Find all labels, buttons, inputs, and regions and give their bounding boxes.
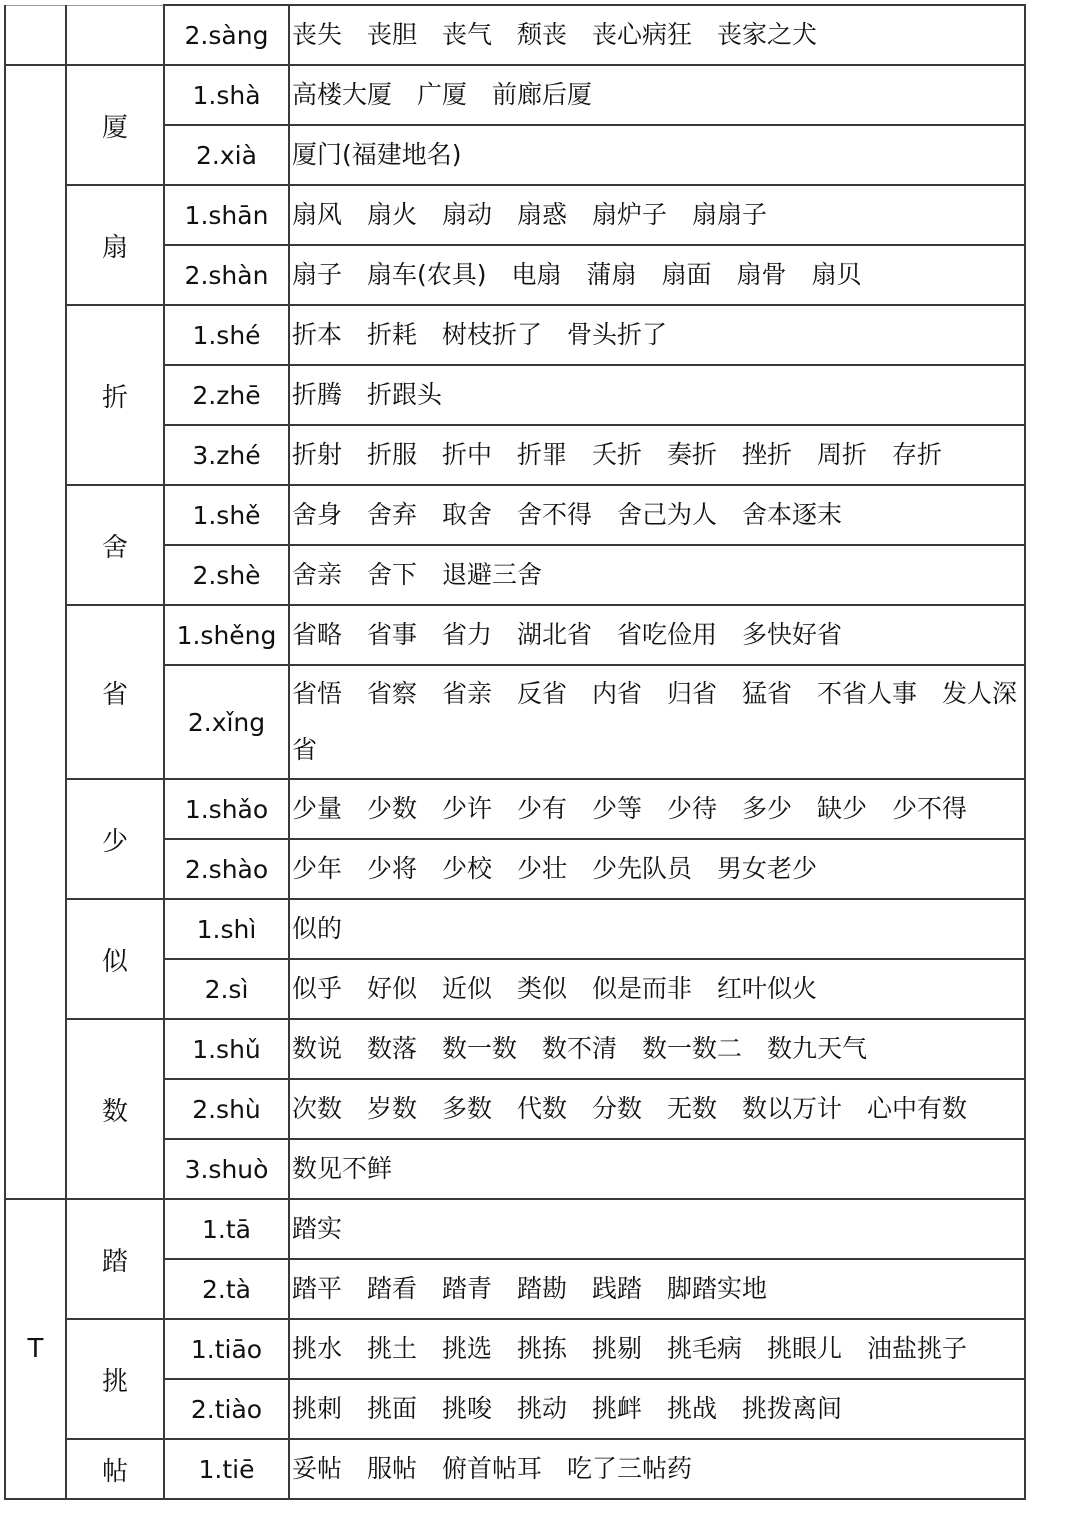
- polyphonic-table: [4, 4, 1026, 1500]
- character-cell: 折: [66, 305, 164, 485]
- table-row: [5, 305, 1025, 365]
- pinyin-cell: 2.shè: [164, 545, 289, 605]
- pinyin-cell: 1.tiē: [164, 1439, 289, 1499]
- pinyin-cell: 2.tiào: [164, 1379, 289, 1439]
- pinyin-cell: 3.shuò: [164, 1139, 289, 1199]
- pinyin-cell: 2.shàn: [164, 245, 289, 305]
- polyphonic-table-body: [5, 5, 1025, 1499]
- example-words-cell: 舍身 舍弃 取舍 舍不得 舍己为人 舍本逐末: [289, 485, 1025, 545]
- table-row: [5, 185, 1025, 245]
- pinyin-cell: 2.shù: [164, 1079, 289, 1139]
- character-cell: 扇: [66, 185, 164, 305]
- example-words-cell: 省略 省事 省力 湖北省 省吃俭用 多快好省: [289, 605, 1025, 665]
- example-words-cell: 妥帖 服帖 俯首帖耳 吃了三帖药: [289, 1439, 1025, 1499]
- table-row: [5, 899, 1025, 959]
- pinyin-cell: 2.sàng: [164, 5, 289, 65]
- initial-letter-cell: T: [5, 1199, 66, 1499]
- example-words-cell: 数说 数落 数一数 数不清 数一数二 数九天气: [289, 1019, 1025, 1079]
- pinyin-cell: 3.zhé: [164, 425, 289, 485]
- pinyin-cell: 1.shì: [164, 899, 289, 959]
- example-words-cell: 挑水 挑土 挑选 挑拣 挑剔 挑毛病 挑眼儿 油盐挑子: [289, 1319, 1025, 1379]
- pinyin-cell: 2.tà: [164, 1259, 289, 1319]
- character-cell: [66, 5, 164, 65]
- example-words-cell: 少量 少数 少许 少有 少等 少待 多少 缺少 少不得: [289, 779, 1025, 839]
- character-cell: 厦: [66, 65, 164, 185]
- example-words-cell: 厦门(福建地名): [289, 125, 1025, 185]
- table-row: [5, 5, 1025, 65]
- example-words-cell: 丧失 丧胆 丧气 颓丧 丧心病狂 丧家之犬: [289, 5, 1025, 65]
- example-words-cell: 次数 岁数 多数 代数 分数 无数 数以万计 心中有数: [289, 1079, 1025, 1139]
- pinyin-cell: 1.shǔ: [164, 1019, 289, 1079]
- example-words-cell: 数见不鲜: [289, 1139, 1025, 1199]
- example-words-cell: 踏实: [289, 1199, 1025, 1259]
- example-words-cell: 折腾 折跟头: [289, 365, 1025, 425]
- pinyin-cell: 1.shà: [164, 65, 289, 125]
- table-row: [5, 485, 1025, 545]
- table-row: [5, 1019, 1025, 1079]
- example-words-cell: 高楼大厦 广厦 前廊后厦: [289, 65, 1025, 125]
- pinyin-cell: 2.sì: [164, 959, 289, 1019]
- pinyin-cell: 1.shě: [164, 485, 289, 545]
- character-cell: 似: [66, 899, 164, 1019]
- pinyin-cell: 2.xǐng: [164, 665, 289, 779]
- table-row: [5, 1319, 1025, 1379]
- example-words-cell: 折射 折服 折中 折罪 夭折 奏折 挫折 周折 存折: [289, 425, 1025, 485]
- example-words-cell: 少年 少将 少校 少壮 少先队员 男女老少: [289, 839, 1025, 899]
- example-words-cell: 省悟 省察 省亲 反省 内省 归省 猛省 不省人事 发人深省: [289, 665, 1025, 779]
- pinyin-cell: 2.shào: [164, 839, 289, 899]
- example-words-cell: 折本 折耗 树枝折了 骨头折了: [289, 305, 1025, 365]
- example-words-cell: 扇子 扇车(农具) 电扇 蒲扇 扇面 扇骨 扇贝: [289, 245, 1025, 305]
- pinyin-cell: 1.shé: [164, 305, 289, 365]
- example-words-cell: 似乎 好似 近似 类似 似是而非 红叶似火: [289, 959, 1025, 1019]
- table-row: [5, 1199, 1025, 1259]
- initial-letter-cell: [5, 65, 66, 1199]
- example-words-cell: 踏平 踏看 踏青 踏勘 践踏 脚踏实地: [289, 1259, 1025, 1319]
- example-words-cell: 挑刺 挑面 挑唆 挑动 挑衅 挑战 挑拨离间: [289, 1379, 1025, 1439]
- pinyin-cell: 1.tiāo: [164, 1319, 289, 1379]
- character-cell: 挑: [66, 1319, 164, 1439]
- character-cell: 帖: [66, 1439, 164, 1499]
- pinyin-cell: 2.xià: [164, 125, 289, 185]
- pinyin-cell: 1.shěng: [164, 605, 289, 665]
- table-row: [5, 1439, 1025, 1499]
- initial-letter-cell: [5, 5, 66, 65]
- character-cell: 少: [66, 779, 164, 899]
- pinyin-cell: 1.tā: [164, 1199, 289, 1259]
- character-cell: 踏: [66, 1199, 164, 1319]
- example-words-cell: 舍亲 舍下 退避三舍: [289, 545, 1025, 605]
- character-cell: 数: [66, 1019, 164, 1199]
- example-words-cell: 扇风 扇火 扇动 扇惑 扇炉子 扇扇子: [289, 185, 1025, 245]
- table-row: [5, 65, 1025, 125]
- pinyin-cell: 2.zhē: [164, 365, 289, 425]
- example-words-cell: 似的: [289, 899, 1025, 959]
- table-row: [5, 779, 1025, 839]
- character-cell: 舍: [66, 485, 164, 605]
- pinyin-cell: 1.shǎo: [164, 779, 289, 839]
- polyphonic-table-sheet: [4, 4, 1026, 1500]
- pinyin-cell: 1.shān: [164, 185, 289, 245]
- table-row: [5, 605, 1025, 665]
- character-cell: 省: [66, 605, 164, 779]
